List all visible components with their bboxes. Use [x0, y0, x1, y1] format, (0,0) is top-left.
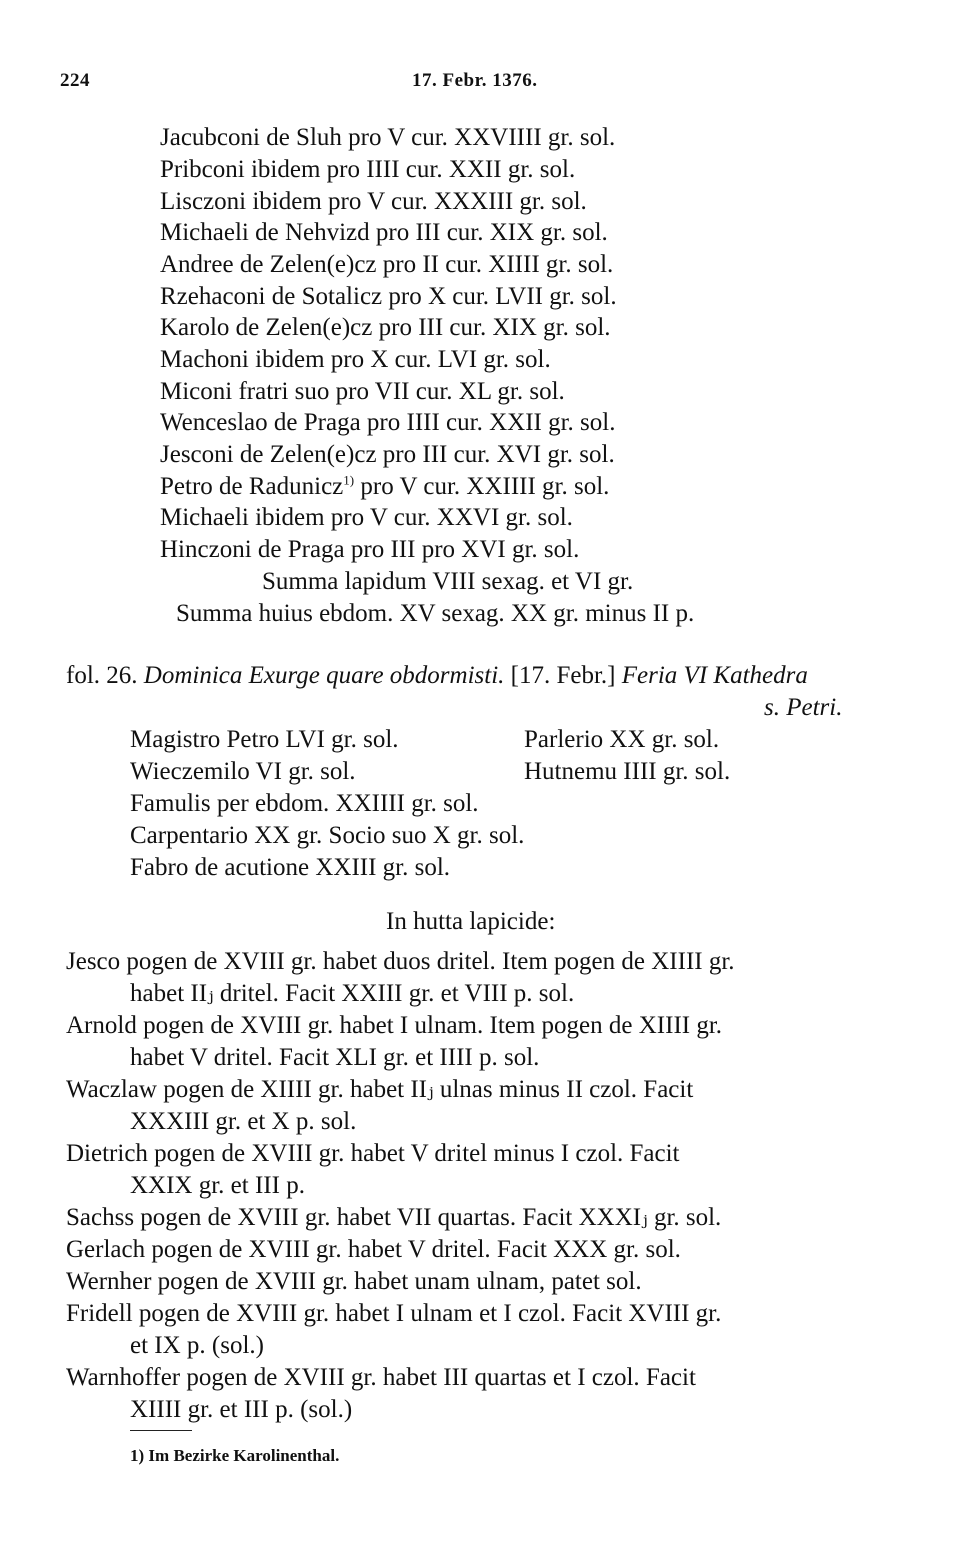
list-item: Lisczoni ibidem pro V cur. XXXIII gr. sol.	[160, 188, 587, 215]
entry-line: Gerlach pogen de XVIII gr. habet V dritel. Facit XXX gr. sol.	[66, 1236, 681, 1263]
entry-line: Fridell pogen de XVIII gr. habet I ulnam et I czol. Facit XVIII gr.	[66, 1300, 722, 1327]
list-item: Pribconi ibidem pro IIII cur. XXII gr. sol.	[160, 156, 576, 183]
footnote-divider	[130, 1430, 192, 1431]
list-item: Michaeli de Nehvizd pro III cur. XIX gr. sol.	[160, 219, 608, 246]
petro-rest: pro V cur. XXIIII gr. sol.	[354, 473, 610, 500]
folio-line	[66, 660, 926, 692]
summa-huius: Summa huius ebdom. XV sexag. XX gr. minus II p.	[176, 600, 695, 627]
petro-name: Petro de Radunicz	[160, 473, 344, 500]
footnote	[130, 1446, 339, 1466]
payment-line: Famulis per ebdom. XXIIII gr. sol.	[130, 790, 479, 817]
entry-line: Wernher pogen de XVIII gr. habet unam ulnam, patet sol.	[66, 1268, 642, 1295]
list-item: Jesconi de Zelen(e)cz pro III cur. XVI gr. sol.	[160, 441, 615, 468]
entry-line: Warnhoffer pogen de XVIII gr. habet III quartas et I czol. Facit	[66, 1364, 696, 1391]
list-item: Miconi fratri suo pro VII cur. XL gr. sol.	[160, 378, 565, 405]
list-item-petro	[160, 471, 609, 503]
footnote-ref: 1)	[343, 472, 355, 488]
list-item: Karolo de Zelen(e)cz pro III cur. XIX gr. sol.	[160, 314, 611, 341]
payment-line: Fabro de acutione XXIII gr. sol.	[130, 854, 451, 881]
list-item: Michaeli ibidem pro V cur. XXVI gr. sol.	[160, 504, 573, 531]
list-item: Hinczoni de Praga pro III pro XVI gr. sol.	[160, 536, 580, 563]
entry-line: Sachss pogen de XVIII gr. habet VII quartas. Facit XXXIⱼ gr. sol.	[66, 1204, 722, 1231]
entry-continuation: habet IIⱼ dritel. Facit XXIII gr. et VIII p. sol.	[130, 980, 575, 1007]
dominica-title: Dominica Exurge quare obdormisti.	[143, 662, 505, 689]
entry-continuation: XXIX gr. et III p.	[130, 1172, 305, 1199]
entry-line: Arnold pogen de XVIII gr. habet I ulnam. Item pogen de XIIII gr.	[66, 1012, 723, 1039]
page-header	[60, 70, 900, 100]
petri-title: s. Petri.	[764, 694, 843, 721]
entry-continuation: habet V dritel. Facit XLI gr. et IIII p. sol.	[130, 1044, 540, 1071]
page-number: 224	[60, 70, 90, 91]
date-bracket: [17. Febr.]	[504, 662, 622, 689]
payment-right: Parlerio XX gr. sol.	[524, 726, 720, 753]
list-item: Wenceslao de Praga pro IIII cur. XXII gr. sol.	[160, 409, 616, 436]
feria-title: Feria VI Kathedra	[621, 662, 808, 689]
entry-continuation: et IX p. (sol.)	[130, 1332, 264, 1359]
entry-line: Dietrich pogen de XVIII gr. habet V dritel minus I czol. Facit	[66, 1140, 680, 1167]
entry-line: Waczlaw pogen de XIIII gr. habet IIⱼ ulnas minus II czol. Facit	[66, 1076, 694, 1103]
footnote-marker: 1)	[130, 1446, 145, 1465]
hutta-heading: In hutta lapicide:	[386, 908, 556, 935]
payment-line: Carpentario XX gr. Socio suo X gr. sol.	[130, 822, 525, 849]
payment-right: Hutnemu IIII gr. sol.	[524, 758, 731, 785]
list-item: Rzehaconi de Sotalicz pro X cur. LVII gr. sol.	[160, 283, 617, 310]
summa-lapidum: Summa lapidum VIII sexag. et VI gr.	[262, 568, 634, 595]
list-item: Machoni ibidem pro X cur. LVI gr. sol.	[160, 346, 551, 373]
list-item: Jacubconi de Sluh pro V cur. XXVIIII gr. sol.	[160, 124, 616, 151]
list-item: Andree de Zelen(e)cz pro II cur. XIIII gr. sol.	[160, 251, 614, 278]
payment-left: Magistro Petro LVI gr. sol.	[130, 726, 399, 753]
header-date: 17. Febr. 1376.	[412, 70, 538, 91]
entry-line: Jesco pogen de XVIII gr. habet duos dritel. Item pogen de XIIII gr.	[66, 948, 735, 975]
footnote-text: Im Bezirke Karolinenthal.	[148, 1446, 340, 1465]
payment-left: Wieczemilo VI gr. sol.	[130, 758, 356, 785]
entry-continuation: XXXIII gr. et X p. sol.	[130, 1108, 357, 1135]
entry-continuation: XIIII gr. et III p. (sol.)	[130, 1396, 353, 1423]
folio-prefix: fol. 26.	[66, 662, 144, 689]
